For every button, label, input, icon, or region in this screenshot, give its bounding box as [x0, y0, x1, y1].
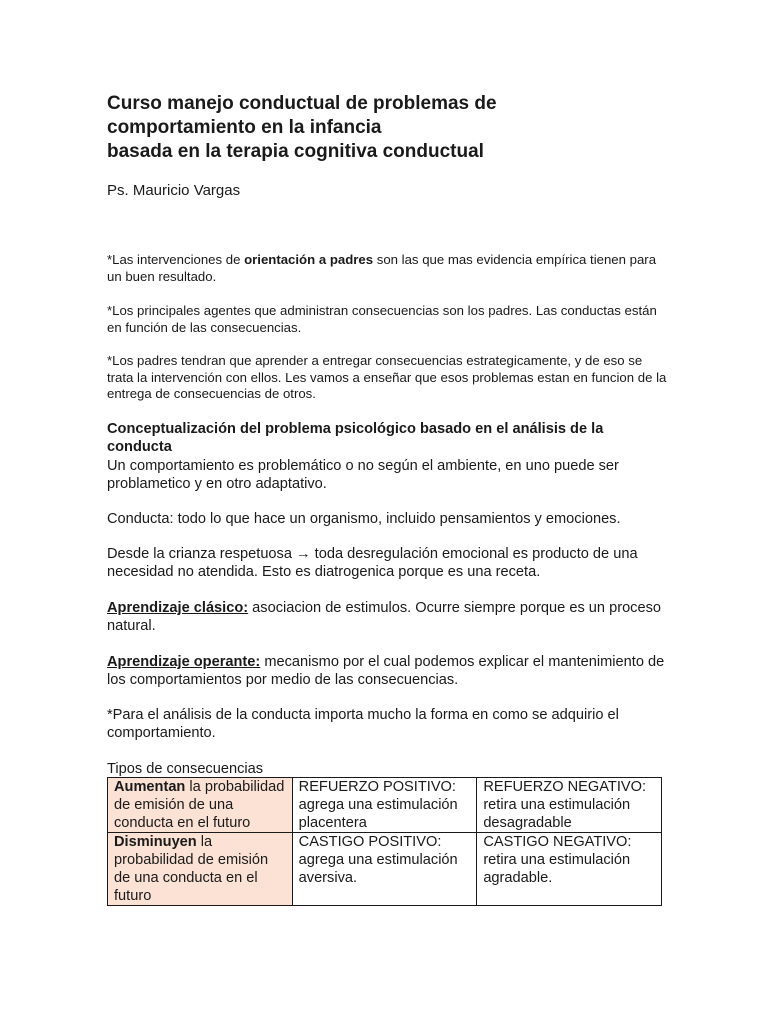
- cell-text: la probabilidad de emisión de una conducta en el futuro: [114, 779, 285, 831]
- table-cell-disminuyen: [108, 833, 293, 906]
- cell-title: REFUERZO NEGATIVO:: [483, 779, 647, 795]
- cell-text: agrega una estimulación placentera: [298, 797, 458, 831]
- table-cell-refuerzo-positivo: [292, 778, 477, 833]
- paragraph-analisis: *Para el análisis de la conducta importa mucho la forma en como se adquirio el comportamiento.: [107, 707, 619, 741]
- author-name: Ps. Mauricio Vargas: [107, 182, 241, 199]
- note-orientacion-padres: [107, 252, 667, 285]
- note-1-text-b: son las que mas evidencia empírica tienen para un buen resultado.: [107, 252, 657, 284]
- document-title: [107, 92, 667, 164]
- aprendizaje-operante-label: Aprendizaje operante:: [107, 654, 261, 670]
- cell-title: CASTIGO NEGATIVO:: [483, 834, 632, 850]
- table-row: [108, 833, 662, 906]
- consequences-table: [107, 777, 662, 906]
- cell-text: retira una estimulación desagradable: [483, 797, 631, 831]
- table-row: [108, 778, 662, 833]
- title-line-2: comportamiento en la infancia: [107, 117, 382, 138]
- title-line-3: basada en la terapia cognitiva conductual: [107, 141, 484, 162]
- crianza-text-b: toda desregulación emocional es producto de una necesidad no atendida. Esto es diatrogenica porque es una receta.: [107, 546, 638, 580]
- title-line-1: Curso manejo conductual de problemas de: [107, 93, 497, 114]
- cell-text: la probabilidad de emisión de una conducta en el futuro: [114, 834, 269, 904]
- table-cell-castigo-negativo: [477, 833, 662, 906]
- cell-bold: Aumentan: [114, 779, 186, 795]
- cell-title: CASTIGO POSITIVO:: [298, 834, 442, 850]
- arrow-icon: →: [296, 546, 311, 562]
- cell-text: retira una estimulación agradable.: [483, 852, 631, 886]
- note-1-bold: orientación a padres: [244, 252, 374, 267]
- note-padres: *Los padres tendran que aprender a entregar consecuencias estrategicamente, y de eso se trata la intervención con ellos. Les vamos a enseñar que esos problemas estan en funcion de la entrega de consecuencias de otros.: [107, 353, 667, 401]
- paragraph-conducta: Conducta: todo lo que hace un organismo, incluido pensamientos y emociones.: [107, 511, 621, 527]
- paragraph-crianza: [107, 545, 667, 581]
- table-cell-refuerzo-negativo: [477, 778, 662, 833]
- note-1-text-a: *Las intervenciones de: [107, 252, 245, 267]
- note-agentes: *Los principales agentes que administran consecuencias son los padres. Las conductas están en función de las consecuencias.: [107, 303, 657, 335]
- table-cell-aumentan: [108, 778, 293, 833]
- aprendizaje-clasico-text: asociacion de estimulos. Ocurre siempre porque es un proceso natural.: [107, 600, 662, 634]
- paragraph-comportamiento: Un comportamiento es problemático o no según el ambiente, en uno puede ser problametico y en otro adaptativo.: [107, 458, 619, 492]
- aprendizaje-clasico-label: Aprendizaje clásico:: [107, 600, 249, 616]
- cell-text: agrega una estimulación aversiva.: [298, 852, 458, 886]
- table-caption: Tipos de consecuencias: [107, 761, 264, 777]
- paragraph-aprendizaje-clasico: [107, 599, 667, 635]
- section-heading: Conceptualización del problema psicológico basado en el análisis de la conducta: [107, 421, 604, 455]
- paragraph-aprendizaje-operante: [107, 653, 667, 689]
- cell-title: REFUERZO POSITIVO:: [298, 779, 456, 795]
- cell-bold: Disminuyen: [114, 834, 197, 850]
- aprendizaje-operante-text: mecanismo por el cual podemos explicar el mantenimiento de los comportamientos por medio de las consecuencias.: [107, 654, 665, 688]
- table-cell-castigo-positivo: [292, 833, 477, 906]
- crianza-text-a: Desde la crianza respetuosa: [107, 546, 297, 562]
